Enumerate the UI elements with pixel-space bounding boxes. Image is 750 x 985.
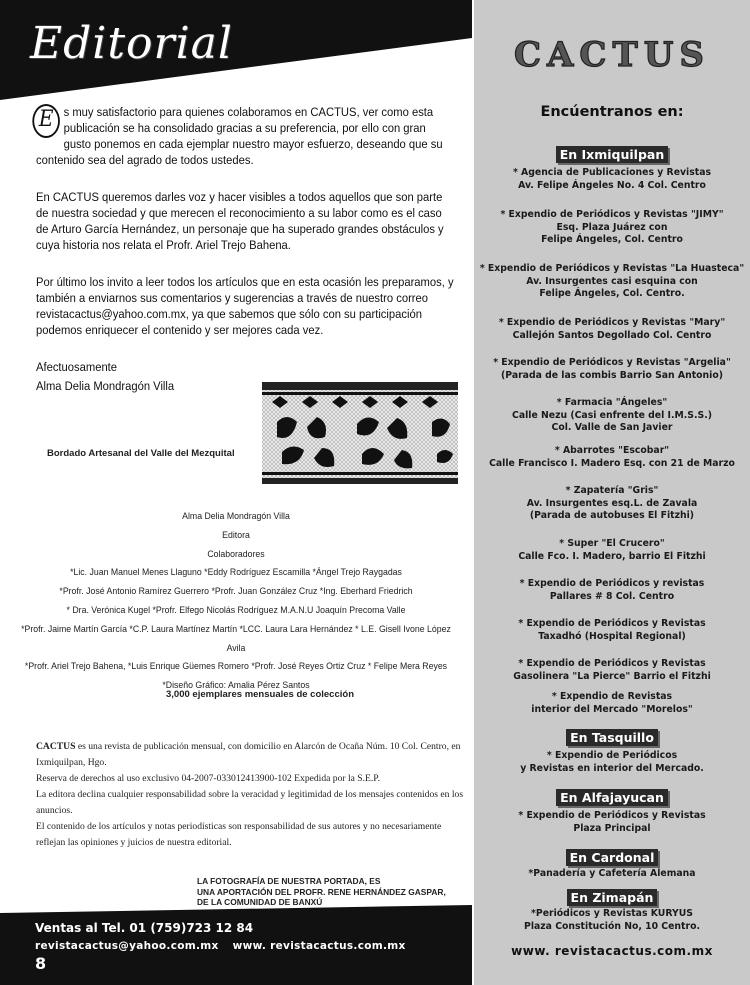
store-line: Av. Insurgentes casi esquina con xyxy=(526,275,698,287)
dropcap: E xyxy=(32,104,60,138)
footer-email[interactable]: revistacactus@yahoo.com.mx xyxy=(35,940,219,952)
photo-note-line: DE LA COMUNIDAD DE BANXÚ xyxy=(197,897,323,907)
store-line: (Parada de autobuses El Fitzhi) xyxy=(529,510,695,521)
cover-photo-note xyxy=(197,876,446,908)
legal-brand: CACTUS xyxy=(36,741,76,752)
store-line: * Expendio de Revistas xyxy=(551,691,673,702)
paragraph-3: Por último los invito a leer todos los artículos que en esta ocasión les preparamos, y también a enviarnos sus comentarios y sugerencias a través de nuestro correo revistacactus@yahoo.com.mx, ya que sabemos que sólo con su participación podemos enriquecer el contenido y ser mejores cada vez. xyxy=(36,275,454,337)
store-line: * Expendio de Periódicos y Revistas xyxy=(518,618,706,629)
embroidery-image xyxy=(262,382,458,484)
store-entry xyxy=(474,397,750,435)
store-entry xyxy=(474,445,750,470)
region-heading xyxy=(474,729,750,747)
footer-website[interactable]: www. revistacactus.com.mx xyxy=(232,940,406,952)
store-line: * Zapatería "Gris" xyxy=(565,485,659,496)
store-line: * Expendio de Periódicos y revistas xyxy=(519,578,705,589)
photo-note-line: UNA APORTACIÓN DEL PROFR. RENE HERNÁNDEZ GASPAR, xyxy=(197,886,446,897)
store-line: Callejón Santos Degollado Col. Centro xyxy=(512,329,712,341)
editor-name: Alma Delia Mondragón Villa xyxy=(182,511,290,522)
store-entry xyxy=(474,485,750,523)
store-line: * Expendio de Periódicos xyxy=(546,750,678,761)
region-label: En Zimapán xyxy=(567,889,658,906)
store-line: Taxadhó (Hospital Regional) xyxy=(538,630,686,642)
store-line: Felipe Ángeles, Col. Centro xyxy=(541,234,683,245)
paragraph-1-text: s muy satisfactorio para quienes colaboramos en CACTUS, ver como esta publicación se ha consolidado gracias a su preferencia, por ello con gran gusto ponemos en cada ejemplar nuestro mayor esfuerzo, deseando que su contenido sea del agrado de todos ustedes. xyxy=(36,105,443,167)
signature: Alma Delia Mondragón Villa xyxy=(36,379,175,393)
store-entry xyxy=(474,317,750,342)
photo-note-line: LA FOTOGRAFÍA DE NUESTRA PORTADA, ES xyxy=(197,876,381,886)
credits xyxy=(19,508,453,696)
region-heading xyxy=(474,849,750,867)
store-entry xyxy=(474,658,750,683)
distribution-sidebar xyxy=(474,0,750,985)
store-line: *Panadería y Cafetería Alemana xyxy=(528,868,696,879)
region-label: En Tasquillo xyxy=(566,729,658,746)
store-line: y Revistas en interior del Mercado. xyxy=(520,762,704,774)
store-entry xyxy=(474,750,750,775)
store-entry xyxy=(474,263,750,301)
store-line: Plaza Constitución No, 10 Centro. xyxy=(524,920,700,932)
region-label: En Alfajayucan xyxy=(556,789,668,806)
legal-notice xyxy=(36,739,468,851)
store-line: * Expendio de Periódicos y Revistas "La Huasteca" xyxy=(479,263,745,274)
region-label: En Cardonal xyxy=(566,849,659,866)
store-entry xyxy=(474,357,750,382)
collaborators-line: *Profr. Ariel Trejo Bahena, *Luis Enrique Güemes Romero *Profr. José Reyes Ortiz Cruz * Felipe Mera Reyes xyxy=(24,661,448,673)
store-line: * Super "El Crucero" xyxy=(559,538,665,549)
page-number: 8 xyxy=(35,954,47,973)
store-line: Gasolinera "La Pierce" Barrio el Fitzhi xyxy=(513,670,711,682)
store-line: Av. Felipe Ángeles No. 4 Col. Centro xyxy=(518,179,706,191)
store-line: * Expendio de Periódicos y Revistas xyxy=(518,658,706,669)
store-line: Calle Francisco I. Madero Esq. con 21 de Marzo xyxy=(489,457,735,469)
store-line: interior del Mercado "Morelos" xyxy=(531,703,693,715)
store-entry xyxy=(474,691,750,716)
store-line: * Abarrotes "Escobar" xyxy=(554,445,670,456)
store-line: * Expendio de Periódicos y Revistas "Argelia" xyxy=(493,357,731,368)
store-line: Col. Valle de San Javier xyxy=(551,422,673,433)
store-line: Esq. Plaza Juárez con xyxy=(556,221,668,233)
store-line: Felipe Ángeles, Col. Centro. xyxy=(539,288,685,299)
store-entry xyxy=(474,578,750,603)
store-line: * Expendio de Periódicos y Revistas xyxy=(518,810,706,821)
region-heading xyxy=(474,146,750,164)
collaborators-line: *Profr. José Antonio Ramírez Guerrero *Profr. Juan González Cruz *Ing. Eberhard Friedrich xyxy=(59,586,413,598)
salutation: Afectuosamente xyxy=(36,360,118,374)
region-label: En Ixmiquilpan xyxy=(556,146,669,163)
store-line: (Parada de las combis Barrio San Antonio) xyxy=(501,369,723,381)
store-entry xyxy=(474,908,750,933)
store-line: * Expendio de Periódicos y Revistas "Mary" xyxy=(498,317,726,328)
copies-note: 3,000 ejemplares mensuales de colección xyxy=(166,689,354,700)
store-line: Calle Nezu (Casi enfrente del I.M.S.S.) xyxy=(512,409,712,421)
store-line: Pallares # 8 Col. Centro xyxy=(549,590,675,602)
store-line: Av. Insurgentes esq.L. de Zavala xyxy=(526,497,698,509)
store-entry xyxy=(474,868,750,881)
region-heading xyxy=(474,889,750,907)
editorial-title: Editorial xyxy=(30,18,233,69)
store-entry xyxy=(474,209,750,247)
store-entry xyxy=(474,618,750,643)
footer-contact xyxy=(35,940,406,952)
store-line: *Periódicos y Revistas KURYUS xyxy=(531,908,693,919)
cactus-logo xyxy=(503,33,721,77)
image-caption: Bordado Artesanal del Valle del Mezquital xyxy=(47,448,235,459)
sales-phone: Ventas al Tel. 01 (759)723 12 84 xyxy=(35,921,254,935)
legal-line: es una revista de publicación mensual, con domicilio en Alarcón de Ocaña Núm. 10 Col. Centro, en Ixmiquilpan, Hgo. xyxy=(36,741,461,768)
collaborators-line: *Profr. Jaime Martín García *C.P. Laura Martínez Martín *LCC. Laura Lara Hernández * L.E. Gisell Ivone López Avila xyxy=(21,623,451,654)
legal-line: El contenido de los artículos y notas periodísticas son responsabilidad de sus autores y no necesariamente reflejan las opiniones y juicios de nuestra editorial. xyxy=(36,821,442,848)
collaborators-heading: Colaboradores xyxy=(207,548,265,560)
store-line: * Expendio de Periódicos y Revistas "JIMY" xyxy=(500,209,724,220)
legal-line: La editora declina cualquier responsabilidad sobre la veracidad y legitimidad de los mensajes contenidos en los anuncios. xyxy=(36,789,464,816)
closing xyxy=(36,358,174,396)
store-entry xyxy=(474,810,750,835)
store-line: Plaza Principal xyxy=(573,822,651,834)
logo-text: CACTUS xyxy=(513,35,711,75)
collaborators-line: * Dra. Verónica Kugel *Profr. Elfego Nicolás Rodríguez M.A.N.U Joaquín Precoma Valle xyxy=(66,604,406,616)
store-entry xyxy=(474,538,750,563)
editor-role: Editora xyxy=(222,529,250,541)
store-line: * Agencia de Publicaciones y Revistas xyxy=(512,167,712,178)
paragraph-1 xyxy=(36,104,455,168)
paragraph-2: En CACTUS queremos darles voz y hacer visibles a todos aquellos que son parte de nuestra sociedad y que merecen el reconocimiento a su labor como es el caso de Arturo García Hernández, un personaje que ha superado grandes obstáculos y cuya historia nos relata el Profr. Ariel Trejo Bahena. xyxy=(36,190,444,252)
find-us-title: Encúentranos en: xyxy=(540,104,684,120)
legal-line: Reserva de derechos al uso exclusivo 04-2007-033012413900-102 Expedida por la S.E.P. xyxy=(36,773,380,784)
store-line: * Farmacia "Ángeles" xyxy=(556,397,668,408)
sidebar-website[interactable]: www. revistacactus.com.mx xyxy=(511,944,713,958)
collaborators-line: *Lic. Juan Manuel Menes Llaguno *Eddy Rodríguez Escamilla *Ángel Trejo Raygadas xyxy=(70,567,402,579)
store-line: Calle Fco. I. Madero, barrio El Fitzhi xyxy=(518,550,706,562)
region-heading xyxy=(474,789,750,807)
store-entry xyxy=(474,167,750,192)
collaborators-line: *Diseño Gráfico: Amalia Pérez Santos xyxy=(162,680,310,692)
